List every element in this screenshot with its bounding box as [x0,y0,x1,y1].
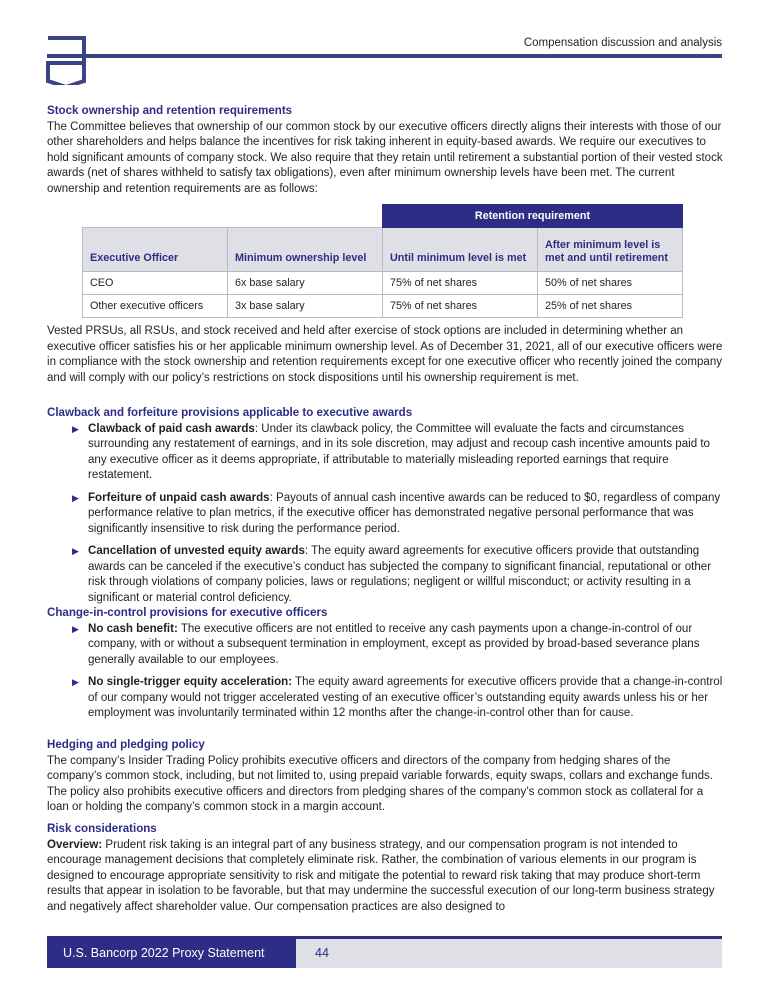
table-row [83,272,683,295]
list-item [47,491,723,538]
change-in-control-heading: Change-in-control provisions for executive officers [47,607,328,619]
column-header: Until minimum level is met [383,228,538,272]
triangle-bullet-icon: ▶ [72,492,79,503]
bullet-text: The equity award agreements for executive officers provide that a change-in-control of our company would not trigger accelerated vesting of an executive officer’s outstanding equity awards unless his or her employment was involuntarily terminated within 12 months after the change-in-control other than for cause. [88,676,723,719]
bullet-title: Forfeiture of unpaid cash awards [88,491,270,504]
stock-ownership-paragraph: The Committee believes that ownership of our common stock by our executive officers directly aligns their interests with those of our other shareholders and helps balance the incentives for risk taking inherent in equity-based awards. We require our executives to hold significant amounts of company stock. We also require that they retain until retirement a substantial portion of their vested stock awards (net of shares withheld to satisfy tax obligations), even after minimum ownership levels have been met. The current ownership and retention requirements are as follows: [47,120,723,195]
triangle-bullet-icon: ▶ [72,423,79,434]
clawback-heading: Clawback and forfeiture provisions applicable to executive awards [47,407,413,419]
table-cell: 75% of net shares [383,272,538,295]
table-cell: Other executive officers [83,295,228,318]
table-cell: 6x base salary [228,272,383,295]
column-header: Executive Officer [83,228,228,272]
table-cell: 50% of net shares [538,272,683,295]
page-number: 44 [296,939,722,968]
bullet-title: Clawback of paid cash awards [88,422,255,435]
hedging-paragraph: The company’s Insider Trading Policy prohibits executive officers and directors of the company from hedging shares of the company’s common stock, including, but not limited to, using prepaid variable forwards, equity swaps, collars and exchange funds. The policy also prohibits executive officers and directors from pledging shares of the company’s common stock as collateral for a loan or holding the company’s common stock in a margin account. [47,754,714,813]
risk-paragraph: Prudent risk taking is an integral part of any business strategy, and our compensation program is not intended to encourage management decisions that completely eliminate risk. Rather, the combination of various elements in our program is designed to encourage appropriate sensitivity to risk and mitigate the potential to reward risk taking that may produce short-term results that appear in isolation to be favorable, but that may undermine the successful execution of our long-term business strategy and negatively affect shareholder value. Our compensation practices are also designed to [47,838,715,913]
footer-publication: U.S. Bancorp 2022 Proxy Statement [47,939,296,968]
ownership-compliance-paragraph: Vested PRSUs, all RSUs, and stock received and held after exercise of stock options are included in determining whether an executive officer satisfies his or her applicable minimum ownership level. As of December 31, 2021, all of our executive officers were in compliance with the stock ownership and retention requirements except for one executive officer who recently joined the company and will comply with our policy’s restrictions on stock dispositions until his ownership requirement is met. [47,325,723,384]
list-item [47,675,723,722]
table-row [83,295,683,318]
bullet-text: : Payouts of annual cash incentive awards can be reduced to $0, regardless of company performance relative to plan metrics, if the executive officer has demonstrated negative personal performance that was significantly insensitive to risk during the performance period. [88,491,721,535]
hedging-heading: Hedging and pledging policy [47,739,205,751]
stock-ownership-heading: Stock ownership and retention requirements [47,105,293,117]
triangle-bullet-icon: ▶ [72,546,79,556]
risk-heading: Risk considerations [47,823,157,835]
triangle-bullet-icon: ▶ [72,623,79,634]
stock-ownership-section [47,104,723,197]
bullet-title: No cash benefit: [88,622,178,635]
table-cell: 25% of net shares [538,295,683,318]
list-item [47,422,723,484]
hedging-section [47,738,723,816]
table-cell: 75% of net shares [383,295,538,318]
list-item [47,544,723,606]
table-cell: 3x base salary [228,295,383,318]
triangle-bullet-icon: ▶ [72,677,79,687]
retention-requirements-table [82,204,683,318]
column-header: After minimum level is met and until retirement [538,228,683,272]
section-title: Compensation discussion and analysis [523,37,722,49]
column-header: Minimum ownership level [228,228,383,272]
bullet-text: : The equity award agreements for executive officers provide that outstanding awards can be canceled if the executive’s conduct has subjected the company to significant financial, reputational or other risk through violations of company policies, laws or regulations; negligent or willful misconduct; or activity resulting in a significant or material control deficiency. [88,545,712,604]
risk-overview-label: Overview: [47,838,103,851]
bullet-text: : Under its clawback policy, the Committee will evaluate the facts and circumstances surrounding any restatement of earnings, and in its sole discretion, may adjust and recoup cash incentive amounts paid to any executive officer as it deems appropriate, if attributable to materially misleading reported earnings that require restatement. [88,422,710,481]
shield-logo-icon [46,35,90,85]
list-item [47,622,723,669]
table-cell: CEO [83,272,228,295]
risk-section [47,822,723,915]
header-rule [47,54,722,58]
bullet-title: No single-trigger equity acceleration: [88,676,293,688]
retention-requirement-header: Retention requirement [383,205,683,228]
bullet-text: The executive officers are not entitled to receive any cash payments upon a change-in-control of our company, with or without a subsequent termination in employment, except as provided by broad-based severance plans generally available to our employees. [88,622,700,666]
change-in-control-section [47,606,723,729]
bullet-title: Cancellation of unvested equity awards [88,545,305,557]
clawback-section [47,406,723,613]
